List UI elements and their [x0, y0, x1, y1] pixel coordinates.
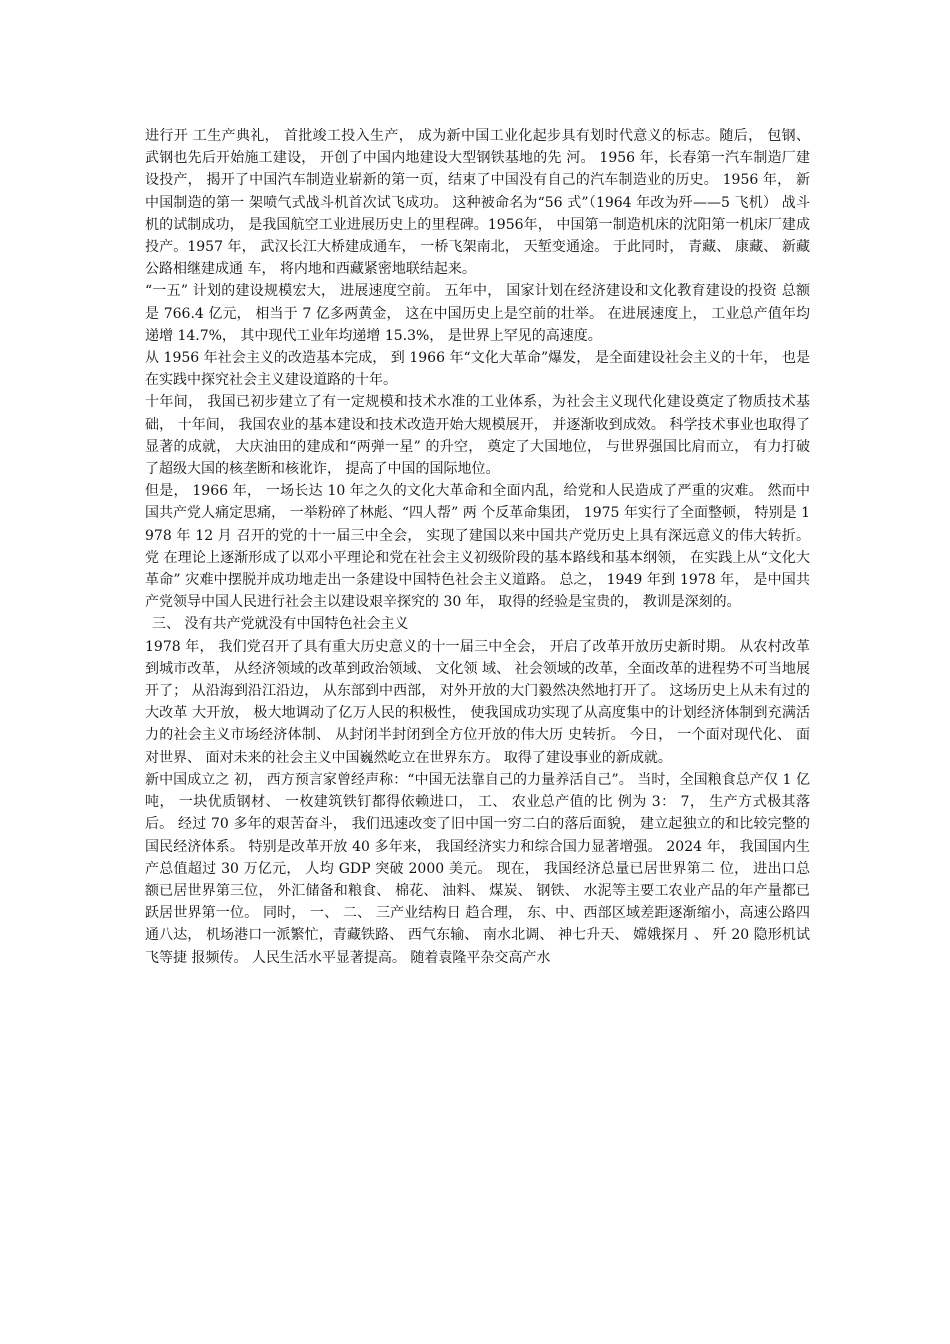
- paragraph-first-five-year-plan: “一五” 计划的建设规模宏大， 进展速度空前。 五年中， 国家计划在经济建设和文化教育建设的投资 总额是 766.4 亿元， 相当于 7 亿多两黄金， 这在中国历史上是空前的壮举。 在进展速度上， 工业总产值年均递增 14.7%， 其中现代工业年均递增 15.3%， 是世界上罕见的高速度。: [145, 283, 810, 344]
- paragraph-cultural-revolution: 但是， 1966 年， 一场长达 10 年之久的文化大革命和全面内乱，给党和人民造成了严重的灾难。 然而中国共产党人痛定思痛， 一举粉碎了林彪、“四人帮” 两 个反革命集团， 1975 年实行了全面整顿， 特别是 1978 年 12 月 召开的党的十一届三中全会， 实现了建国以来中国共产党历史上具有深远意义的伟大转折。 党 在理论上逐渐形成了以邓小平理论和党在社会主义初级阶段的基本路线和基本纲领， 在实践上从“文化大革命” 灾难中摆脱并成功地走出一条建设中国特色社会主义道路。 总之， 1949 年到 1978 年， 是中国共产党领导中国人民进行社会主以建设艰辛探究的 30 年， 取得的经验是宝贵的， 教训是深刻的。: [145, 483, 810, 611]
- paragraph-economic-achievements: 新中国成立之 初， 西方预言家曾经声称：“中国无法靠自己的力量养活自己”。 当时，全国粮食总产仅 1 亿吨， 一块优质钢材、 一枚建筑铁钉都得依赖进口， 工、 农业总产值的比 例为 3： 7， 生产方式极其落后。 经过 70 多年的艰苦奋斗， 我们迅速改变了旧中国一穷二白的落后面貌， 建立起独立的和比较完整的国民经济体系。 特别是改革开放 40 多年来， 我国经济实力和综合国力显著增强。 2024 年， 我国国内生产总值超过 30 万亿元， 人均 GDP 突破 2000 美元。 现在， 我国经济总量已居世界第二 位， 进出口总额已居世界第三位， 外汇储备和粮食、 棉花、 油料、 煤炭、 钢铁、 水泥等主要工农业产品的年产量都已跃居世界第一位。 同时， 一、 二、 三产业结构日 趋合理， 东、中、西部区域差距逐渐缩小，高速公路四通八达， 机场港口一派繁忙，青藏铁路、 西气东输、 南水北调、 神七升天、 嫦娥探月 、 歼 20 隐形机试飞等捷 报频传。 人民生活水平显著提高。 随着袁隆平杂交高产水: [145, 771, 810, 966]
- paragraph-industrial-milestones: 进行开 工生产典礼， 首批竣工投入生产， 成为新中国工业化起步具有划时代意义的标志。随后， 包钢、 武钢也先后开始施工建设， 开创了中国内地建设大型钢铁基地的先 河。 1956 年，长春第一汽车制造厂建设投产， 揭开了中国汽车制造业崭新的第一页，结束了中国没有自己的汽车制造业的历史。 1956 年， 新中国制造的第一 架喷气式战斗机首次试飞成功。 这种被命名为“56 式”（1964 年改为歼——5 飞机） 战斗机的试制成功， 是我国航空工业进展历史上的里程碑。1956年， 中国第一制造机床的沈阳第一机床厂建成投产。1957 年， 武汉长江大桥建成通车， 一桥飞架南北， 天堑变通途。 于此同时， 青藏、 康藏、 新藏公路相继建成通 车， 将内地和西藏紧密地联结起来。: [145, 128, 810, 278]
- section-heading: 三、 没有共产党就没有中国特色社会主义: [152, 616, 409, 633]
- document-page: [145, 125, 810, 969]
- paragraph-industrial-system: 十年间， 我国已初步建立了有一定规模和技术水准的工业体系，为社会主义现代化建设奠定了物质技术基础， 十年间， 我国农业的基本建设和技术改造开始大规模展开， 并逐渐收到成效。 科学技术事业也取得了显著的成就， 大庆油田的建成和“两弹一星” 的升空， 奠定了大国地位， 与世界强国比肩而立， 有力打破了超级大国的核垄断和核讹诈， 提高了中国的国际地位。: [145, 394, 810, 478]
- paragraph-socialist-construction-decade: 从 1956 年社会主义的改造基本完成， 到 1966 年“文化大革命”爆发， 是全面建设社会主义的十年， 也是在实践中探究社会主义建设道路的十年。: [145, 350, 810, 389]
- paragraph-reform-opening: 1978 年， 我们党召开了具有重大历史意义的十一届三中全会， 开启了改革开放历史新时期。 从农村改革到城市改革， 从经济领域的改革到政治领域、 文化领 域、 社会领域的改革，全面改革的进程势不可当地展开了； 从沿海到沿江沿边， 从东部到中西部， 对外开放的大门毅然决然地打开了。 这场历史上从未有过的大改革 大开放， 极大地调动了亿万人民的积极性， 使我国成功实现了从高度集中的计划经济体制到充满活力的社会主义市场经济体制、 从封闭半封闭到全方位开放的伟大历 史转折。 今日， 一个面对现代化、 面对世界、 面对未来的社会主义中国巍然屹立在世界东方。 取得了建设事业的新成就。: [145, 638, 810, 766]
